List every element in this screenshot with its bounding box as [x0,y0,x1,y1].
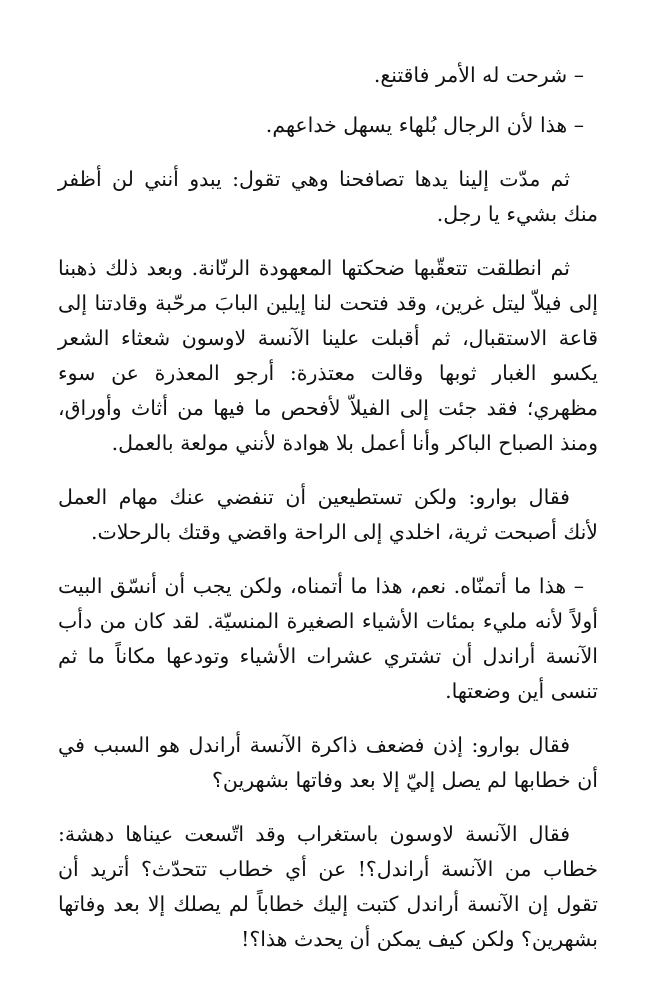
paragraph-lawson-house: – هذا ما أتمنّاه. نعم، هذا ما أتمناه، ولكن يجب أن أنسّق البيت أولاً لأنه مليء بمئات الأشياء الصغيرة المنسيّة. لقد كان من دأب الآنسة أراندل أن تشتري عشرات الأشياء وتودعها مكاناً ما ثم تنسى أين وضعتها. [58,574,598,703]
paragraph-dialogue-men-fools: – هذا لأن الرجال بُلهاء يسهل خداعهم. [265,113,584,137]
paragraph-handshake: ثم مدّت إلينا يدها تصافحنا وهي تقول: يبدو أنني لن أظفر منك بشيء يا رجل. [58,167,598,226]
paragraph-villa-visit: ثم انطلقت تتعقّبها ضحكتها المعهودة الرنّانة. وبعد ذلك ذهبنا إلى فيلاّ ليتل غرين، وقد فتحت لنا إيلين البابَ مرحّبة وقادتنا إلى قاعة الاستقبال، ثم أقبلت علينا الآنسة لاوسون شعثاء الشعر يكسو الغبار ثوبها وقالت معتذرة: أرجو المعذرة عن سوء مظهري؛ فقد جئت إلى الفيلاّ لأفحص ما فيها من أثاث وأوراق، ومنذ الصباح الباكر وأنا أعمل بلا هوادة لأنني مولعة بالعمل. [58,256,598,455]
page-body [58,58,598,976]
paragraph-poirot-letter: فقال بوارو: إذن فضعف ذاكرة الآنسة أراندل هو السبب في أن خطابها لم يصل إليّ إلا بعد وفاتها بشهرين؟ [58,733,598,792]
paragraph-lawson-surprise: فقال الآنسة لاوسون باستغراب وقد اتّسعت عيناها دهشة: خطاب من الآنسة أراندل؟! عن أي خطاب تتحدّث؟ أتريد أن تقول إن الآنسة أراندل كتبت إليك خطاباً لم يصلك إلا بعد وفاتها بشهرين؟ ولكن كيف يمكن أن يحدث هذا؟! [58,822,598,951]
paragraph-poirot-rest: فقال بوارو: ولكن تستطيعين أن تنفضي عنك مهام العمل لأنك أصبحت ثرية، اخلدي إلى الراحة واقضي وقتك بالرحلات. [58,485,598,544]
paragraph-dialogue-explained: – شرحت له الأمر فاقتنع. [373,63,584,87]
